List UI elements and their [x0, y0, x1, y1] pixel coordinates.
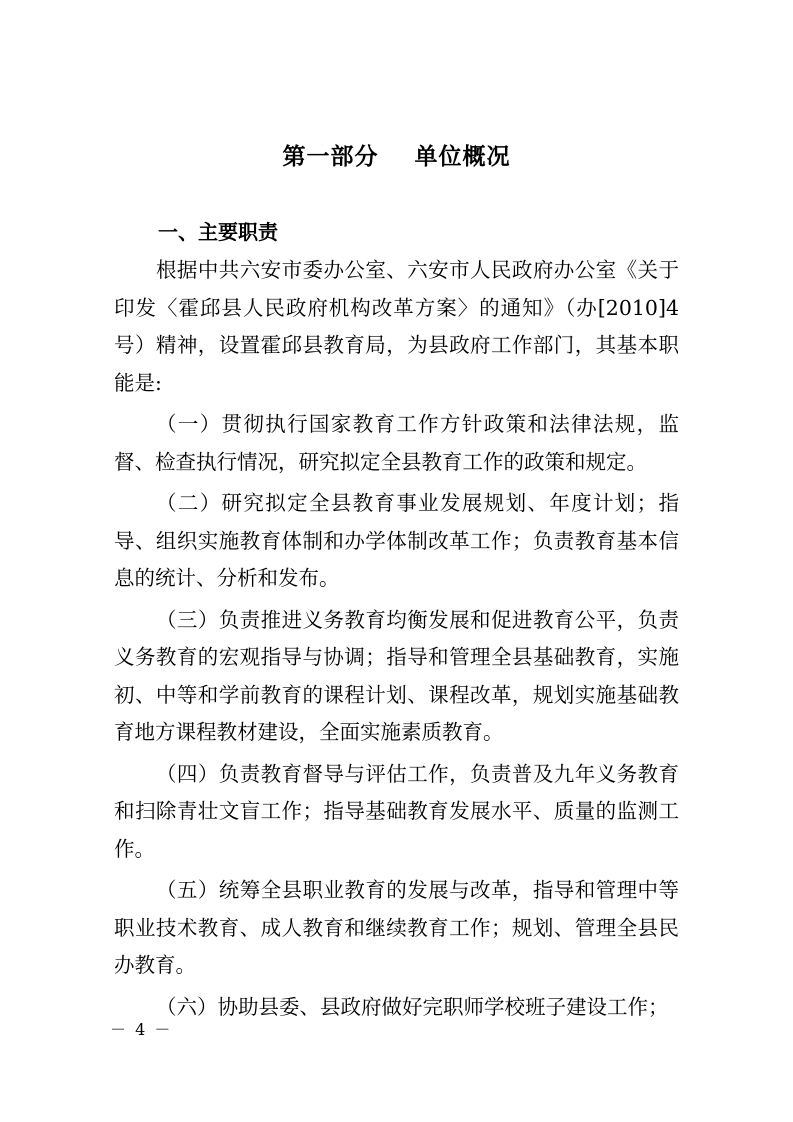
paragraph-duty-4: （四）负责教育督导与评估工作，负责普及九年义务教育和扫除青壮文盲工作；指导基础教育发展水平、质量的监测工作。: [114, 761, 679, 861]
paragraph-intro: 根据中共六安市委办公室、六安市人民政府办公室《关于印发〈霍邱县人民政府机构改革方案〉的通知》（办[2010]4号）精神，设置霍邱县教育局，为县政府工作部门，其基本职能是:: [114, 258, 679, 395]
page-title: 第一部分 单位概况: [282, 144, 511, 170]
paragraph-duty-1: （一）贯彻执行国家教育工作方针政策和法律法规，监督、检查执行情况，研究拟定全县教育工作的政策和规定。: [114, 412, 679, 474]
paragraph-duty-6: （六）协助县委、县政府做好完职师学校班子建设工作；: [156, 994, 669, 1019]
document-body: [114, 252, 679, 1026]
section-heading: 一、主要职责: [158, 220, 278, 244]
paragraph-duty-3: （三）负责推进义务教育均衡发展和促进教育公平，负责义务教育的宏观指导与协调；指导和管理全县基础教育，实施初、中等和学前教育的课程计划、课程改革，规划实施基础教育地方课程教材建设，全面实施素质教育。: [114, 607, 679, 744]
page-number: － 4 －: [110, 1020, 173, 1039]
paragraph-duty-5: （五）统筹全县职业教育的发展与改革，指导和管理中等职业技术教育、成人教育和继续教育工作；规划、管理全县民办教育。: [114, 878, 679, 977]
paragraph-duty-2: （二）研究拟定全县教育事业发展规划、年度计划；指导、组织实施教育体制和办学体制改革工作；负责教育基本信息的统计、分析和发布。: [114, 491, 679, 590]
